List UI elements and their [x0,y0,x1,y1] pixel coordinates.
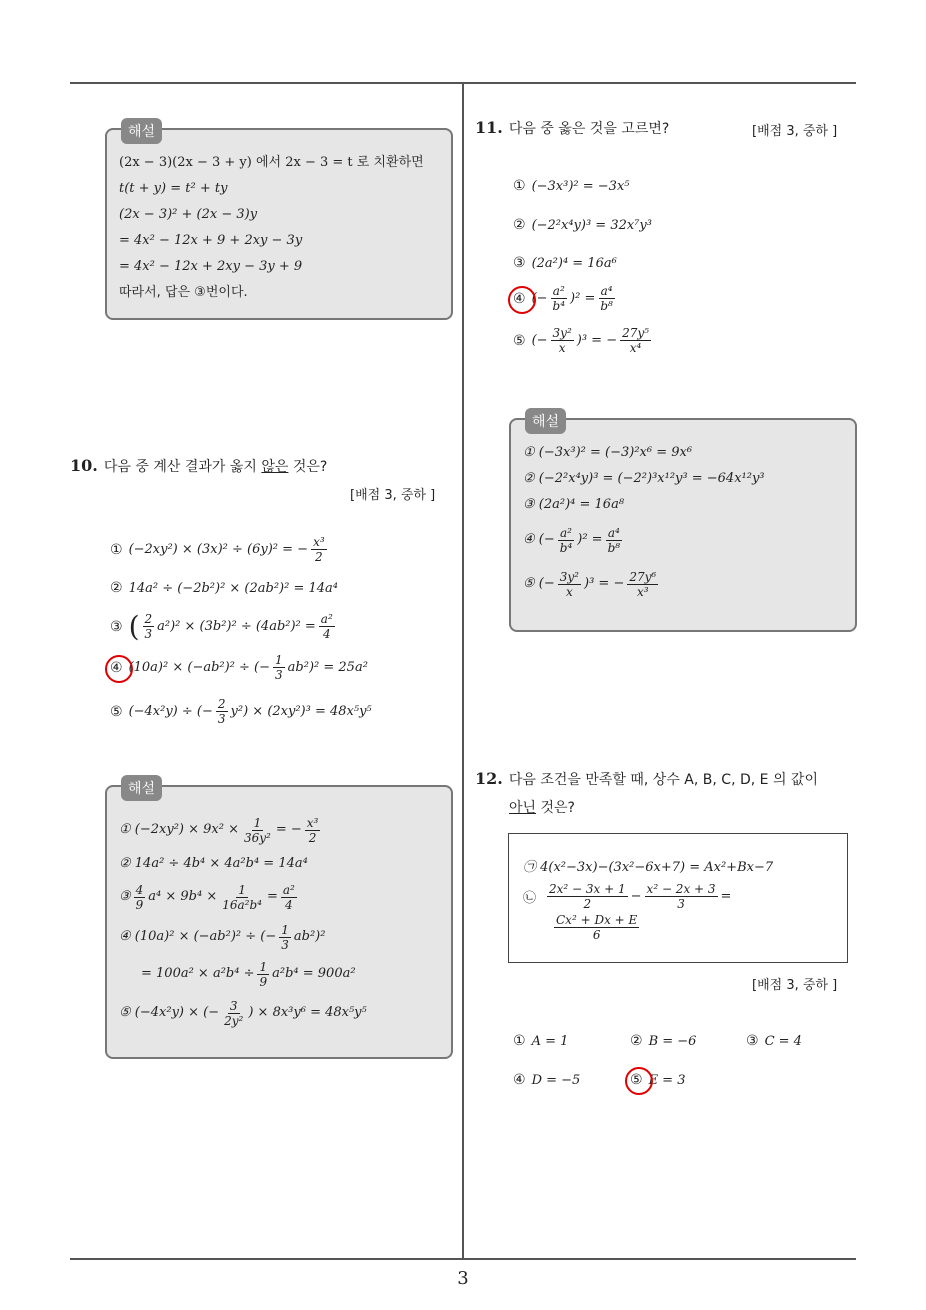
option-text: D = −5 [531,1072,581,1088]
option-text: (−2xy²) × (3x)² ÷ (6y)² = − [128,542,309,557]
solution-tag: 해설 [121,118,162,144]
question-10-score: [배점 3, 중하 ] [350,488,436,503]
solution-line: ⑤ (− $\frac{\text{3y²}}{x}$ )³ = − $\frac{\text{27y⁶}}{\text{x³}}$ [523,569,657,599]
option-number: ② [630,1033,643,1049]
q11-option-1[interactable] [513,178,630,194]
solution-tag: 해설 [525,408,566,434]
question-text: 다음 조건을 만족할 때, 상수 A, B, C, D, E 의 값이 [508,772,818,788]
option-number: ⑤ [110,703,123,720]
option-number: ④ [513,291,526,307]
question-text: 다음 중 계산 결과가 옳지 [103,459,262,475]
fraction: $\frac{1}{3}$ [275,653,283,682]
solution-line: t(t + y) = t² + ty [119,181,228,196]
bottom-rule [70,1258,856,1260]
option-number: ③ [513,255,526,271]
option-text: ab²)² = 25a² [287,660,368,675]
question-11-title [475,118,669,138]
question-emphasis: 아닌 [509,800,537,816]
option-number: ② [110,580,123,596]
question-number: 12. [475,769,503,788]
q11-option-3[interactable] [513,255,617,271]
question-text: 다음 중 옳은 것을 고르면? [508,121,670,137]
question-12-title [475,769,818,789]
q11-option-5[interactable]: ⑤ (− $\frac{\text{3y²}}{x}$ )³ = − $\frac{\text{27y⁵}}{\text{x⁴}}$ [513,326,649,355]
solution-line: (2x − 3)² + (2x − 3)y [119,207,258,222]
q10-option-2[interactable] [110,580,338,596]
question-emphasis: 않은 [261,459,289,475]
question-11-score: [배점 3, 중하 ] [752,124,838,139]
option-text: 14a² ÷ (−2b²)² × (2ab²)² = 14a⁴ [128,580,339,596]
answer-mark [625,1067,653,1095]
question-number: 11. [475,118,503,137]
solution-line: ③ $\frac{4}{9}$ a⁴ × 9b⁴ × $\frac{1}{\text{16a²b⁴}}$ = $\frac{\text{a²}}{4}$ [119,882,295,912]
fraction: $\frac{\text{x³}}{2}$ [313,535,325,564]
solution-line: = 100a² × a²b⁴ ÷ $\frac{1}{9}$ a²b⁴ = 900a² [141,959,356,989]
solution-line: ③ (2a²)⁴ = 16a⁸ [523,497,625,512]
option-number: ① [513,1033,526,1049]
solution-10-box [105,781,453,1059]
solution-line: ① (−3x³)² = (−3)²x⁶ = 9x⁶ [523,445,693,460]
solution-line: ④ (10a)² × (−ab²)² ÷ (− $\frac{1}{3}$ ab²)² [119,922,326,952]
solution-line: 따라서, 답은 ③번이다. [119,285,248,300]
fraction: $\frac{\text{a²}}{4}$ [320,612,333,641]
option-number: ③ [110,618,123,635]
question-12-title-line2 [509,797,575,817]
option-number: ⑤ [630,1072,643,1088]
solution-tag: 해설 [121,775,162,801]
q12-option-1[interactable] [513,1033,568,1049]
condition-2: ㉡ $\frac{\text{2x² − 3x + 1}}{2}$ − $\frac{\text{x² − 2x + 3}}{3}$ = [523,882,732,911]
option-text: (−2²x⁴y)³ = 32x⁷y³ [531,217,652,233]
condition-2-rhs: $\frac{\text{Cx² + Dx + E}}{6}$ [556,913,638,942]
option-number: ④ [513,1072,526,1088]
q11-option-2[interactable] [513,217,652,233]
option-number: ① [110,541,123,558]
option-text: (10a)² × (−ab²)² ÷ (− [128,660,271,675]
answer-mark [508,286,536,314]
q12-option-5[interactable] [630,1072,685,1088]
option-text: E = 3 [648,1072,686,1088]
question-text: 것은? [536,800,575,816]
q12-option-3[interactable] [746,1033,802,1049]
option-text: (2a²)⁴ = 16a⁶ [531,255,617,271]
q12-option-4[interactable] [513,1072,580,1088]
solution-line: ② (−2²x⁴y)³ = (−2²)³x¹²y³ = −64x¹²y³ [523,471,765,486]
fraction: $\frac{2}{3}$ [217,697,226,726]
solution-line: ① (−2xy²) × 9x² × $\frac{1}{\text{36y²}}$ = − $\frac{\text{x³}}{2}$ [119,815,319,845]
question-12-score: [배점 3, 중하 ] [752,978,838,993]
option-number: ④ [110,660,123,676]
fraction: $\frac{2}{3}$ [144,612,153,641]
page-number: 3 [457,1268,469,1289]
option-number: ⑤ [513,332,526,349]
answer-mark [105,655,133,683]
option-text: (−3x³)² = −3x⁵ [531,178,630,194]
solution-line: ⑤ (−4x²y) × (− $\frac{3}{\text{2y²}}$ ) × 8x³y⁶ = 48x⁵y⁵ [119,998,367,1028]
q12-option-2[interactable] [630,1033,696,1049]
option-text: y²) × (2xy²)³ = 48x⁵y⁵ [230,704,372,719]
question-number: 10. [70,456,98,475]
paren: ( [128,609,140,643]
option-text: A = 1 [531,1033,569,1049]
question-text: 것은? [288,459,328,475]
solution-line: ② 14a² ÷ 4b⁴ × 4a²b⁴ = 14a⁴ [119,856,308,871]
solution-line: = 4x² − 12x + 2xy − 3y + 9 [119,259,303,274]
q10-option-4[interactable] [110,653,368,682]
condition-box [508,833,848,963]
q10-option-5[interactable] [110,697,372,726]
solution-11-box [509,414,857,632]
option-text: a²)² × (3b²)² ÷ (4ab²)² = [157,619,316,634]
condition-1: ㉠ 4(x²−3x)−(3x²−6x+7) = Ax²+Bx−7 [523,859,774,875]
option-text: C = 4 [764,1033,802,1049]
q11-option-4[interactable]: ④ (− $\frac{\text{a²}}{\text{b⁴}}$ )² = $\frac{\text{a⁴}}{\text{b⁸}}$ [513,284,618,313]
column-divider [462,84,464,1258]
option-number: ③ [746,1033,759,1049]
option-number: ② [513,217,526,233]
solution-line: = 4x² − 12x + 9 + 2xy − 3y [119,233,303,248]
q10-option-3[interactable] [110,609,338,643]
option-text: (−4x²y) ÷ (− [128,704,213,719]
option-text: B = −6 [648,1033,697,1049]
solution-line: (2x − 3)(2x − 3 + y) 에서 2x − 3 = t 로 치환하면 [119,155,424,170]
q10-option-1[interactable] [110,535,330,564]
question-10-title [70,456,327,476]
solution-line: ④ (− $\frac{\text{a²}}{\text{b⁴}}$ )² = $\frac{\text{a⁴}}{\text{b⁸}}$ [523,525,621,555]
solution-9-box [105,124,453,320]
option-number: ① [513,178,526,194]
